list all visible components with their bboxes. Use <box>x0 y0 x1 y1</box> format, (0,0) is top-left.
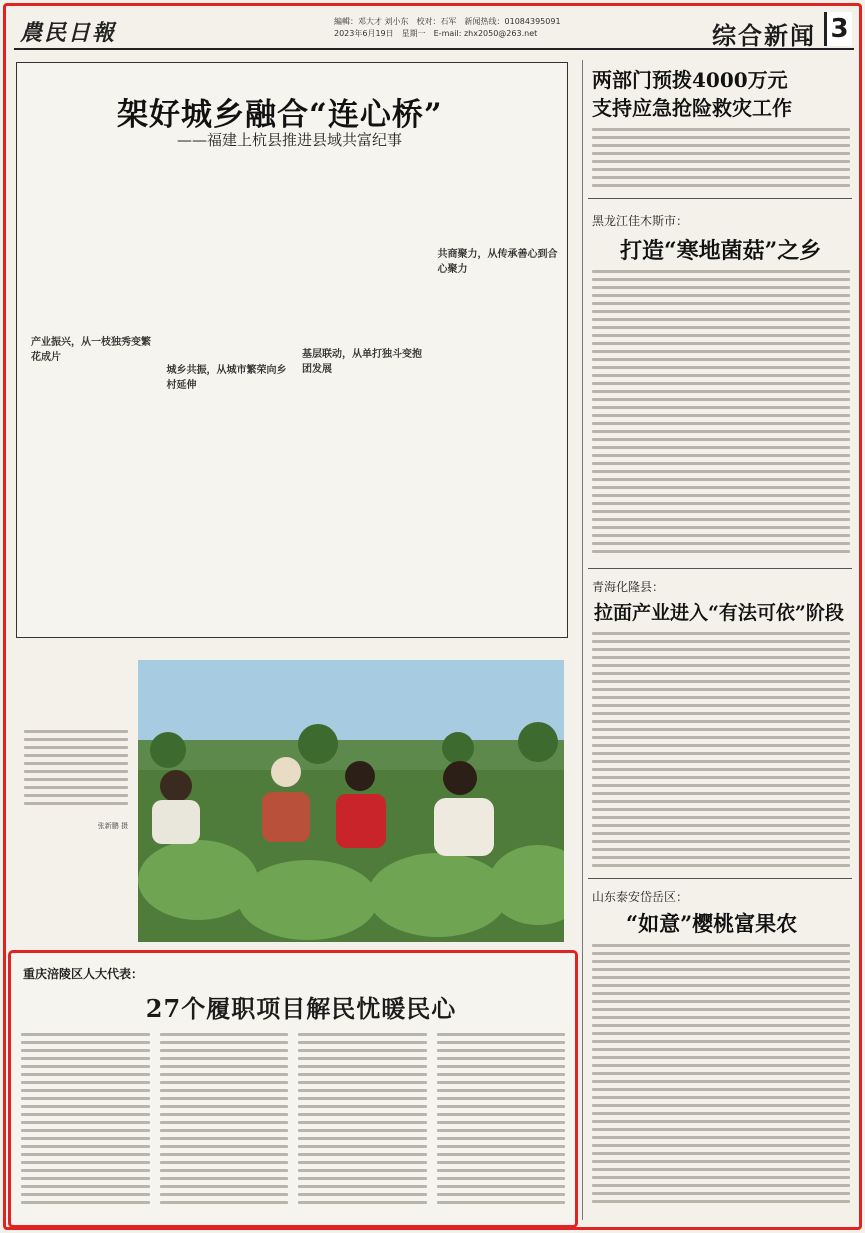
masthead-info-line-1: 編輯：邓大才 刘小东 校对：石军 新闻热线：01084395091 <box>334 17 561 26</box>
lead-article[interactable] <box>16 62 568 638</box>
lead-subhead-4: 共商聚力，从传承善心到合心聚力 <box>437 249 558 275</box>
article-1-title-line-2[interactable]: 支持应急抢险救灾工作 <box>592 96 792 120</box>
section-name: 综合新闻 <box>712 22 816 50</box>
newspaper-logo: 農民日報 <box>20 20 117 46</box>
article-1-body <box>592 128 850 192</box>
highlight-article[interactable] <box>8 950 578 1228</box>
lead-article-subtitle: ——福建上杭县推进县域共富纪事 <box>177 131 403 149</box>
article-3-title[interactable]: 拉面产业进入“有法可依”阶段 <box>594 602 844 624</box>
masthead <box>14 10 854 50</box>
column-divider <box>582 60 583 1220</box>
divider <box>588 198 852 199</box>
article-2-kicker: 黑龙江佳木斯市： <box>592 214 689 228</box>
farmers-in-field-image <box>138 660 564 942</box>
article-4-body <box>592 944 850 1214</box>
divider <box>588 878 852 879</box>
farm-photo <box>138 660 564 942</box>
divider <box>588 568 852 569</box>
masthead-info <box>334 16 674 40</box>
article-2-title[interactable]: 打造“寒地菌菇”之乡 <box>620 238 822 264</box>
lead-subhead-1: 产业振兴，从一枝独秀变繁花成片 <box>31 337 151 363</box>
caption-text <box>24 730 128 816</box>
highlight-article-body <box>21 1033 565 1213</box>
highlight-article-title: 27个履职项目解民忧暖民心 <box>145 994 457 1023</box>
article-3-kicker: 青海化隆县： <box>592 580 665 594</box>
highlight-article-kicker: 重庆涪陵区人大代表： <box>23 967 144 981</box>
lead-article-body <box>27 163 559 628</box>
photo-credit: 张新鹏 摄 <box>97 822 128 830</box>
article-4-kicker: 山东泰安岱岳区： <box>592 890 689 904</box>
page-number: 3 <box>824 12 852 46</box>
article-4-title[interactable]: “如意”樱桃富果农 <box>626 911 798 936</box>
article-1-title-line-1[interactable]: 两部门预拨4000万元 <box>592 68 788 92</box>
photo-caption <box>24 730 128 832</box>
article-3-body <box>592 632 850 872</box>
lead-subhead-3: 基层联动，从单打独斗变抱团发展 <box>302 349 422 375</box>
lead-subhead-2: 城乡共振，从城市繁荣向乡村延伸 <box>166 365 287 391</box>
article-2-body <box>592 270 850 560</box>
lead-article-title: 架好城乡融合“连心桥” <box>117 97 443 133</box>
masthead-info-line-2: 2023年6月19日 星期一 E-mail: zhx2050@263.net <box>334 29 538 38</box>
